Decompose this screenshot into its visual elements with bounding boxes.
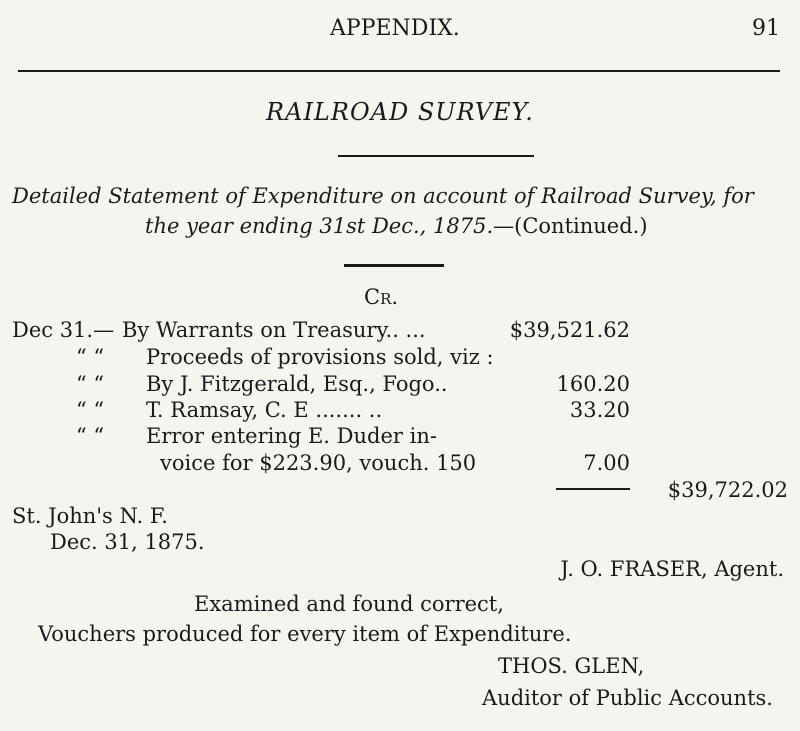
statement-line-1: Detailed Statement of Expenditure on account of Railroad Survey, for (12, 184, 754, 208)
examined-note: Examined and found correct, (194, 592, 504, 616)
entry-prefix: “ “ (76, 372, 105, 396)
statement-rule (344, 264, 444, 267)
entry-prefix: Dec 31.— (12, 318, 115, 342)
entry-prefix: “ “ (76, 345, 105, 369)
entry-text: By J. Fitzgerald, Esq., Fogo.. (146, 372, 448, 396)
place: St. John's N. F. (12, 504, 168, 528)
entry-amount: 33.20 (569, 398, 630, 422)
entry-text: Proceeds of provisions sold, viz : (146, 345, 494, 369)
page-number: 91 (752, 16, 780, 41)
vouchers-note: Vouchers produced for every item of Expenditure. (38, 622, 572, 646)
statement-line-2 (145, 214, 648, 238)
entry-text: Error entering E. Duder in- (146, 424, 437, 448)
credit-heading: Cr. (364, 285, 399, 309)
date: Dec. 31, 1875. (50, 530, 205, 554)
title-rule (338, 155, 534, 157)
entry-text: By Warrants on Treasury.. ... (122, 318, 426, 342)
agent-signature: J. O. FRASER, Agent. (560, 557, 784, 581)
entry-amount: 7.00 (583, 451, 630, 475)
auditor-name: THOS. GLEN, (498, 654, 645, 678)
entry-amount: $39,521.62 (509, 318, 630, 342)
entry-text: voice for $223.90, vouch. 150 (160, 451, 477, 475)
statement-line-2-plain: —(Continued.) (493, 214, 648, 238)
section-title: RAILROAD SURVEY. (266, 98, 534, 126)
statement-line-2-italic: the year ending 31st Dec., 1875. (145, 214, 494, 238)
entry-prefix: “ “ (76, 398, 105, 422)
entry-text: T. Ramsay, C. E ....... .. (146, 398, 383, 422)
sum-rule (556, 488, 630, 490)
entry-amount: 160.20 (556, 372, 630, 396)
running-title: APPENDIX. (330, 16, 460, 41)
entry-prefix: “ “ (76, 424, 105, 448)
header-rule (18, 70, 780, 72)
auditor-title: Auditor of Public Accounts. (482, 686, 773, 710)
total-amount: $39,722.02 (667, 478, 788, 502)
